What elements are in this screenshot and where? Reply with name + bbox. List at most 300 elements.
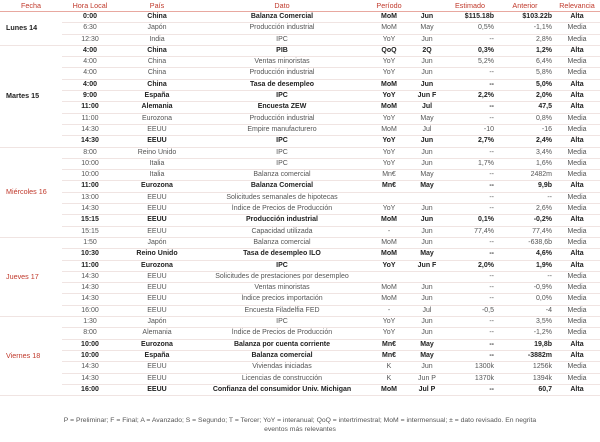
day-label: Martes 15 — [0, 45, 62, 147]
indicator-cell: Encuesta Filadelfia FED — [196, 305, 368, 316]
table-row — [0, 23, 600, 34]
table-row — [0, 170, 600, 181]
time-cell: 1:30 — [62, 317, 118, 328]
time-cell: 0:00 — [62, 12, 118, 23]
previous-cell: 1,2% — [496, 45, 554, 56]
estimate-cell: 2,2% — [444, 91, 496, 102]
previous-cell: 1,9% — [496, 260, 554, 271]
estimate-cell: -0,5 — [444, 305, 496, 316]
time-cell: 14:30 — [62, 283, 118, 294]
relevance-cell: Alta — [554, 91, 600, 102]
period-type-cell: - — [368, 305, 410, 316]
country-cell: Italia — [118, 158, 196, 169]
period-cell: Jun — [410, 136, 444, 147]
estimate-cell: 1,7% — [444, 158, 496, 169]
table-row — [0, 249, 600, 260]
period-type-cell: YoY — [368, 68, 410, 79]
estimate-cell: $115.18b — [444, 12, 496, 23]
country-cell: Eurozona — [118, 113, 196, 124]
relevance-cell: Alta — [554, 45, 600, 56]
header-anterior: Anterior — [496, 0, 554, 12]
time-cell: 4:00 — [62, 57, 118, 68]
indicator-cell: PIB — [196, 45, 368, 56]
relevance-cell: Media — [554, 124, 600, 135]
estimate-cell: 5,2% — [444, 57, 496, 68]
table-row — [0, 384, 600, 395]
period-type-cell: Mn€ — [368, 350, 410, 361]
country-cell: Eurozona — [118, 181, 196, 192]
table-row — [0, 204, 600, 215]
period-type-cell: YoY — [368, 34, 410, 45]
relevance-cell: Media — [554, 147, 600, 158]
period-type-cell: MoM — [368, 249, 410, 260]
period-type-cell: YoY — [368, 204, 410, 215]
relevance-cell: Media — [554, 34, 600, 45]
time-cell: 14:30 — [62, 204, 118, 215]
relevance-cell: Media — [554, 317, 600, 328]
relevance-cell: Media — [554, 68, 600, 79]
previous-cell: $103.22b — [496, 12, 554, 23]
relevance-cell: Alta — [554, 384, 600, 395]
period-type-cell: Mn€ — [368, 181, 410, 192]
time-cell: 14:30 — [62, 294, 118, 305]
time-cell: 10:00 — [62, 350, 118, 361]
indicator-cell: Índice de Precios de Producción — [196, 204, 368, 215]
period-type-cell: YoY — [368, 113, 410, 124]
previous-cell: 1,6% — [496, 158, 554, 169]
relevance-cell: Media — [554, 192, 600, 203]
relevance-cell: Alta — [554, 350, 600, 361]
estimate-cell: -- — [444, 317, 496, 328]
previous-cell: -638,6b — [496, 237, 554, 248]
period-cell: Jun — [410, 68, 444, 79]
period-type-cell: MoM — [368, 283, 410, 294]
day-label: Lunes 14 — [0, 12, 62, 46]
country-cell: Eurozona — [118, 339, 196, 350]
period-cell: Jun — [410, 34, 444, 45]
indicator-cell: Ventas minoristas — [196, 283, 368, 294]
time-cell: 14:30 — [62, 136, 118, 147]
period-cell: Jun — [410, 362, 444, 373]
period-cell: Jun — [410, 147, 444, 158]
time-cell: 16:00 — [62, 384, 118, 395]
time-cell: 15:15 — [62, 226, 118, 237]
table-row — [0, 147, 600, 158]
period-cell: Jun — [410, 237, 444, 248]
period-cell: Jun — [410, 226, 444, 237]
table-row — [0, 294, 600, 305]
estimate-cell: 77,4% — [444, 226, 496, 237]
indicator-cell: Ventas minoristas — [196, 57, 368, 68]
estimate-cell: 2,7% — [444, 136, 496, 147]
period-cell: Jun — [410, 215, 444, 226]
time-cell: 11:00 — [62, 181, 118, 192]
country-cell: Eurozona — [118, 260, 196, 271]
indicator-cell: Producción industrial — [196, 215, 368, 226]
indicator-cell: Balanza Comercial — [196, 181, 368, 192]
table-row — [0, 215, 600, 226]
time-cell: 14:30 — [62, 373, 118, 384]
previous-cell: -3882m — [496, 350, 554, 361]
day-label: Viernes 18 — [0, 317, 62, 396]
period-cell: May — [410, 170, 444, 181]
indicator-cell: Balanza Comercial — [196, 12, 368, 23]
relevance-cell: Media — [554, 283, 600, 294]
table-row — [0, 79, 600, 90]
country-cell: EEUU — [118, 362, 196, 373]
relevance-cell: Media — [554, 57, 600, 68]
header-mes — [410, 0, 444, 12]
estimate-cell: 2,0% — [444, 260, 496, 271]
previous-cell: 77,4% — [496, 226, 554, 237]
table-row — [0, 362, 600, 373]
indicator-cell: Solicitudes de prestaciones por desempleo — [196, 271, 368, 282]
table-row — [0, 158, 600, 169]
country-cell: India — [118, 34, 196, 45]
country-cell: Italia — [118, 170, 196, 181]
relevance-cell: Alta — [554, 249, 600, 260]
indicator-cell: IPC — [196, 260, 368, 271]
indicator-cell: IPC — [196, 158, 368, 169]
relevance-cell: Alta — [554, 181, 600, 192]
estimate-cell: -- — [444, 283, 496, 294]
period-type-cell: - — [368, 226, 410, 237]
country-cell: China — [118, 45, 196, 56]
previous-cell: 3,5% — [496, 317, 554, 328]
estimate-cell: -- — [444, 170, 496, 181]
time-cell: 14:30 — [62, 124, 118, 135]
estimate-cell: 0,3% — [444, 45, 496, 56]
period-type-cell: MoM — [368, 12, 410, 23]
previous-cell: 2482m — [496, 170, 554, 181]
estimate-cell: -- — [444, 102, 496, 113]
relevance-cell: Media — [554, 113, 600, 124]
period-cell: Jun — [410, 12, 444, 23]
period-cell: Jun — [410, 204, 444, 215]
previous-cell: 0,8% — [496, 113, 554, 124]
table-row — [0, 34, 600, 45]
indicator-cell: IPC — [196, 147, 368, 158]
previous-cell: 60,7 — [496, 384, 554, 395]
time-cell: 12:30 — [62, 34, 118, 45]
previous-cell: 4,6% — [496, 249, 554, 260]
indicator-cell: Balanza comercial — [196, 350, 368, 361]
estimate-cell: -- — [444, 79, 496, 90]
period-cell: Jun — [410, 317, 444, 328]
time-cell: 11:00 — [62, 113, 118, 124]
relevance-cell: Media — [554, 294, 600, 305]
country-cell: Alemania — [118, 102, 196, 113]
table-row — [0, 68, 600, 79]
previous-cell: -0,9% — [496, 283, 554, 294]
day-label: Jueves 17 — [0, 237, 62, 316]
previous-cell: -16 — [496, 124, 554, 135]
estimate-cell: 1370k — [444, 373, 496, 384]
period-type-cell: YoY — [368, 328, 410, 339]
relevance-cell: Media — [554, 170, 600, 181]
previous-cell: 2,6% — [496, 204, 554, 215]
header-fecha: Fecha — [0, 0, 62, 12]
country-cell: Japón — [118, 237, 196, 248]
country-cell: Alemania — [118, 328, 196, 339]
period-cell: Jul P — [410, 384, 444, 395]
indicator-cell: Balanza comercial — [196, 170, 368, 181]
relevance-cell: Media — [554, 271, 600, 282]
time-cell: 6:30 — [62, 23, 118, 34]
period-type-cell: YoY — [368, 317, 410, 328]
period-cell: May — [410, 350, 444, 361]
country-cell: España — [118, 91, 196, 102]
country-cell: EEUU — [118, 294, 196, 305]
relevance-cell: Media — [554, 226, 600, 237]
time-cell: 10:00 — [62, 170, 118, 181]
period-cell — [410, 271, 444, 282]
header-periodo: Período — [368, 0, 410, 12]
indicator-cell: Producción industrial — [196, 113, 368, 124]
period-cell: Jun — [410, 283, 444, 294]
table-row — [0, 328, 600, 339]
country-cell: EEUU — [118, 384, 196, 395]
period-cell: Jul — [410, 305, 444, 316]
period-type-cell — [368, 192, 410, 203]
country-cell: EEUU — [118, 305, 196, 316]
time-cell: 10:00 — [62, 339, 118, 350]
period-cell: Jun — [410, 294, 444, 305]
previous-cell: 19,8b — [496, 339, 554, 350]
relevance-cell: Media — [554, 362, 600, 373]
estimate-cell: -- — [444, 113, 496, 124]
period-type-cell: YoY — [368, 91, 410, 102]
relevance-cell: Alta — [554, 260, 600, 271]
header-dato: Dato — [196, 0, 368, 12]
indicator-cell: IPC — [196, 317, 368, 328]
estimate-cell: -- — [444, 328, 496, 339]
time-cell: 13:00 — [62, 192, 118, 203]
previous-cell: -1,2% — [496, 328, 554, 339]
time-cell: 10:00 — [62, 158, 118, 169]
period-type-cell: MoM — [368, 79, 410, 90]
relevance-cell: Media — [554, 237, 600, 248]
country-cell: EEUU — [118, 124, 196, 135]
period-type-cell: MoM — [368, 102, 410, 113]
relevance-cell: Media — [554, 158, 600, 169]
indicator-cell: Empire manufacturero — [196, 124, 368, 135]
indicator-cell: Encuesta ZEW — [196, 102, 368, 113]
period-cell: Jul — [410, 102, 444, 113]
table-row — [0, 192, 600, 203]
indicator-cell: Índice de Precios de Producción — [196, 328, 368, 339]
country-cell: EEUU — [118, 373, 196, 384]
indicator-cell: Viviendas iniciadas — [196, 362, 368, 373]
table-row — [0, 45, 600, 56]
time-cell: 16:00 — [62, 305, 118, 316]
estimate-cell: -10 — [444, 124, 496, 135]
indicator-cell: Balanza por cuenta corriente — [196, 339, 368, 350]
estimate-cell: -- — [444, 34, 496, 45]
period-type-cell: K — [368, 362, 410, 373]
indicator-cell: IPC — [196, 34, 368, 45]
period-type-cell: QoQ — [368, 45, 410, 56]
indicator-cell: Producción industrial — [196, 68, 368, 79]
time-cell: 15:15 — [62, 215, 118, 226]
relevance-cell: Alta — [554, 12, 600, 23]
country-cell: EEUU — [118, 215, 196, 226]
country-cell: China — [118, 68, 196, 79]
country-cell: China — [118, 57, 196, 68]
time-cell: 8:00 — [62, 328, 118, 339]
previous-cell: 6,4% — [496, 57, 554, 68]
period-type-cell: MoM — [368, 384, 410, 395]
indicator-cell: Licencias de construcción — [196, 373, 368, 384]
time-cell: 10:30 — [62, 249, 118, 260]
previous-cell: 47,5 — [496, 102, 554, 113]
period-type-cell: MoM — [368, 23, 410, 34]
relevance-cell: Alta — [554, 136, 600, 147]
previous-cell: 1394k — [496, 373, 554, 384]
header-hora: Hora Local — [62, 0, 118, 12]
time-cell: 4:00 — [62, 79, 118, 90]
period-cell: Jun — [410, 328, 444, 339]
previous-cell: 2,0% — [496, 91, 554, 102]
country-cell: España — [118, 350, 196, 361]
legend-line-2: eventos más relevantes — [264, 426, 336, 433]
relevance-cell: Alta — [554, 102, 600, 113]
relevance-cell: Alta — [554, 79, 600, 90]
table-row — [0, 113, 600, 124]
estimate-cell: -- — [444, 339, 496, 350]
header-estimado: Estimado — [444, 0, 496, 12]
estimate-cell: -- — [444, 192, 496, 203]
previous-cell: -0,2% — [496, 215, 554, 226]
period-type-cell — [368, 271, 410, 282]
period-cell: Jul — [410, 124, 444, 135]
time-cell: 11:00 — [62, 260, 118, 271]
previous-cell: 9,9b — [496, 181, 554, 192]
table-row — [0, 339, 600, 350]
period-cell: Jun F — [410, 260, 444, 271]
estimate-cell: -- — [444, 350, 496, 361]
indicator-cell: IPC — [196, 136, 368, 147]
relevance-cell: Media — [554, 305, 600, 316]
relevance-cell: Media — [554, 204, 600, 215]
time-cell: 14:30 — [62, 271, 118, 282]
period-cell: Jun — [410, 79, 444, 90]
table-row — [0, 12, 600, 23]
estimate-cell: 0,5% — [444, 23, 496, 34]
table-row — [0, 305, 600, 316]
time-cell: 4:00 — [62, 45, 118, 56]
previous-cell: 5,0% — [496, 79, 554, 90]
period-cell: May — [410, 249, 444, 260]
estimate-cell: -- — [444, 249, 496, 260]
indicator-cell: Tasa de desempleo — [196, 79, 368, 90]
estimate-cell: -- — [444, 271, 496, 282]
country-cell: EEUU — [118, 226, 196, 237]
relevance-cell: Alta — [554, 339, 600, 350]
previous-cell: -1,1% — [496, 23, 554, 34]
estimate-cell: -- — [444, 384, 496, 395]
day-label: Miércoles 16 — [0, 147, 62, 237]
period-cell: Jun — [410, 158, 444, 169]
table-row — [0, 283, 600, 294]
period-type-cell: K — [368, 373, 410, 384]
time-cell: 1:50 — [62, 237, 118, 248]
relevance-cell: Media — [554, 328, 600, 339]
period-cell — [410, 192, 444, 203]
period-cell: May — [410, 113, 444, 124]
table-row — [0, 350, 600, 361]
estimate-cell: -- — [444, 294, 496, 305]
estimate-cell: -- — [444, 181, 496, 192]
period-type-cell: MoM — [368, 294, 410, 305]
country-cell: EEUU — [118, 283, 196, 294]
indicator-cell: Solicitudes semanales de hipotecas — [196, 192, 368, 203]
estimate-cell: -- — [444, 204, 496, 215]
previous-cell: 5,8% — [496, 68, 554, 79]
period-type-cell: YoY — [368, 147, 410, 158]
period-type-cell: MoM — [368, 215, 410, 226]
country-cell: Japón — [118, 23, 196, 34]
country-cell: Reino Unido — [118, 147, 196, 158]
indicator-cell: Índice precios importación — [196, 294, 368, 305]
period-type-cell: YoY — [368, 260, 410, 271]
table-row — [0, 102, 600, 113]
period-type-cell: YoY — [368, 57, 410, 68]
header-pais: País — [118, 0, 196, 12]
indicator-cell: IPC — [196, 91, 368, 102]
country-cell: EEUU — [118, 192, 196, 203]
country-cell: EEUU — [118, 204, 196, 215]
table-row — [0, 181, 600, 192]
previous-cell: 3,4% — [496, 147, 554, 158]
indicator-cell: Confianza del consumidor Univ. Michigan — [196, 384, 368, 395]
period-cell: May — [410, 339, 444, 350]
time-cell: 9:00 — [62, 91, 118, 102]
period-type-cell: MoM — [368, 237, 410, 248]
period-cell: Jun P — [410, 373, 444, 384]
table-row — [0, 317, 600, 328]
table-row — [0, 271, 600, 282]
previous-cell: 1256k — [496, 362, 554, 373]
table-row — [0, 57, 600, 68]
time-cell: 14:30 — [62, 362, 118, 373]
legend-note — [0, 416, 600, 434]
table-row — [0, 136, 600, 147]
country-cell: Reino Unido — [118, 249, 196, 260]
table-row — [0, 91, 600, 102]
indicator-cell: Balanza comercial — [196, 237, 368, 248]
table-row — [0, 260, 600, 271]
indicator-cell: Producción industrial — [196, 23, 368, 34]
header-relevancia: Relevancia — [554, 0, 600, 12]
period-type-cell: YoY — [368, 136, 410, 147]
estimate-cell: -- — [444, 147, 496, 158]
time-cell: 8:00 — [62, 147, 118, 158]
estimate-cell: 1300k — [444, 362, 496, 373]
period-type-cell: MoM — [368, 124, 410, 135]
period-cell: Jun F — [410, 91, 444, 102]
table-row — [0, 226, 600, 237]
relevance-cell: Media — [554, 23, 600, 34]
previous-cell: 2,4% — [496, 136, 554, 147]
legend-line-1: P = Preliminar; F = Final; A = Avanzado; S = Segundo; T = Tercer; YoY = interanual; QoQ = intertrimestral; MoM = intermensual; ± = dato revisado. En negrita — [63, 417, 537, 424]
previous-cell: -- — [496, 271, 554, 282]
country-cell: Japón — [118, 317, 196, 328]
period-type-cell: Mn€ — [368, 170, 410, 181]
country-cell: EEUU — [118, 271, 196, 282]
time-cell: 4:00 — [62, 68, 118, 79]
period-type-cell: Mn€ — [368, 339, 410, 350]
